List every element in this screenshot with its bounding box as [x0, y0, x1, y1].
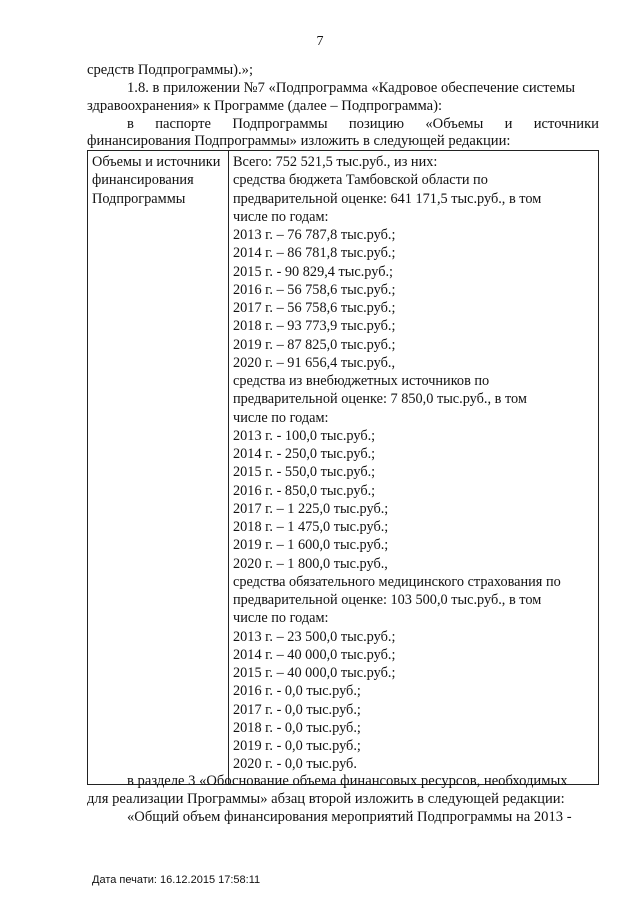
passport-table: [87, 150, 599, 785]
intro-line-2: 1.8. в приложении №7 «Подпрограмма «Кадровое обеспечение системы: [127, 80, 576, 96]
intro-line-3: здравоохранения» к Программе (далее – Подпрограмма):: [87, 98, 443, 114]
content-line: предварительной оценке: 7 850,0 тыс.руб., в том: [233, 391, 527, 408]
content-line: 2017 г. – 56 758,6 тыс.руб.;: [233, 300, 396, 316]
after-line-1: в разделе 3 «Обоснование объема финансовых ресурсов, необходимых: [127, 773, 568, 789]
page-number: 7: [316, 34, 324, 49]
intro-line-5: финансирования Подпрограммы» изложить в следующей редакции:: [87, 133, 511, 149]
content-line: числе по годам:: [233, 610, 329, 627]
intro-line-4-word: Подпрограммы: [232, 116, 328, 132]
content-line: числе по годам:: [233, 409, 329, 426]
content-line: средства бюджета Тамбовской области по: [233, 172, 488, 189]
content-line: 2018 г. – 1 475,0 тыс.руб.;: [233, 519, 389, 535]
label-line: Подпрограммы: [92, 190, 186, 207]
label-line: финансирования: [92, 172, 194, 189]
table-row: [88, 151, 599, 785]
intro-line-4: [127, 115, 599, 133]
content-line: 2013 г. – 76 787,8 тыс.руб.;: [233, 227, 396, 243]
content-line: 2019 г. – 87 825,0 тыс.руб.;: [233, 336, 396, 353]
content-line: Всего: 752 521,5 тыс.руб., из них:: [233, 154, 438, 170]
content-line: числе по годам:: [233, 208, 329, 225]
content-line: 2017 г. – 1 225,0 тыс.руб.;: [233, 500, 389, 517]
intro-line-1: средств Подпрограммы).»;: [87, 62, 254, 78]
label-line: Объемы и источники: [92, 154, 221, 170]
intro-line-4-word: «Объемы: [425, 116, 484, 132]
content-line: 2017 г. - 0,0 тыс.руб.;: [233, 701, 361, 718]
intro-line-4-word: позицию: [348, 116, 405, 132]
intro-line-4-word: и: [504, 116, 513, 132]
content-line: 2020 г. - 0,0 тыс.руб.: [233, 756, 357, 773]
print-date-footer: Дата печати: 16.12.2015 17:58:11: [92, 874, 261, 886]
position-content-cell: [229, 151, 599, 785]
content-line: 2014 г. - 250,0 тыс.руб.;: [233, 446, 376, 462]
content-line: 2015 г. - 90 829,4 тыс.руб.;: [233, 263, 394, 280]
content-line: 2016 г. – 56 758,6 тыс.руб.;: [233, 281, 396, 298]
content-line: 2014 г. – 40 000,0 тыс.руб.;: [233, 646, 396, 663]
intro-line-4-word: в: [127, 116, 134, 132]
content-line: 2020 г. – 91 656,4 тыс.руб.,: [233, 354, 396, 371]
content-line: 2013 г. - 100,0 тыс.руб.;: [233, 427, 376, 444]
content-line: средства из внебюджетных источников по: [233, 373, 490, 389]
content-line: предварительной оценке: 641 171,5 тыс.руб., в том: [233, 190, 542, 207]
content-line: 2015 г. - 550,0 тыс.руб.;: [233, 464, 376, 481]
content-line: 2019 г. - 0,0 тыс.руб.;: [233, 738, 361, 754]
content-line: 2016 г. - 0,0 тыс.руб.;: [233, 683, 361, 700]
content-line: средства обязательного медицинского страхования по: [233, 573, 561, 590]
content-line: 2018 г. – 93 773,9 тыс.руб.;: [233, 318, 396, 335]
content-line: 2016 г. - 850,0 тыс.руб.;: [233, 482, 376, 499]
content-line: 2019 г. – 1 600,0 тыс.руб.;: [233, 537, 389, 554]
content-line: 2013 г. – 23 500,0 тыс.руб.;: [233, 628, 396, 645]
content-line: 2018 г. - 0,0 тыс.руб.;: [233, 719, 361, 736]
intro-line-4-word: паспорте: [155, 116, 212, 132]
content-line: 2015 г. – 40 000,0 тыс.руб.;: [233, 665, 396, 681]
position-label-cell: [88, 151, 229, 785]
content-line: 2020 г. – 1 800,0 тыс.руб.,: [233, 555, 388, 572]
after-line-3: «Общий объем финансирования мероприятий Подпрограммы на 2013 -: [127, 809, 572, 825]
intro-line-4-word: источники: [533, 116, 599, 132]
content-line: 2014 г. – 86 781,8 тыс.руб.;: [233, 245, 396, 262]
content-line: предварительной оценке: 103 500,0 тыс.руб., в том: [233, 592, 542, 608]
after-line-2: для реализации Программы» абзац второй изложить в следующей редакции:: [87, 791, 565, 807]
